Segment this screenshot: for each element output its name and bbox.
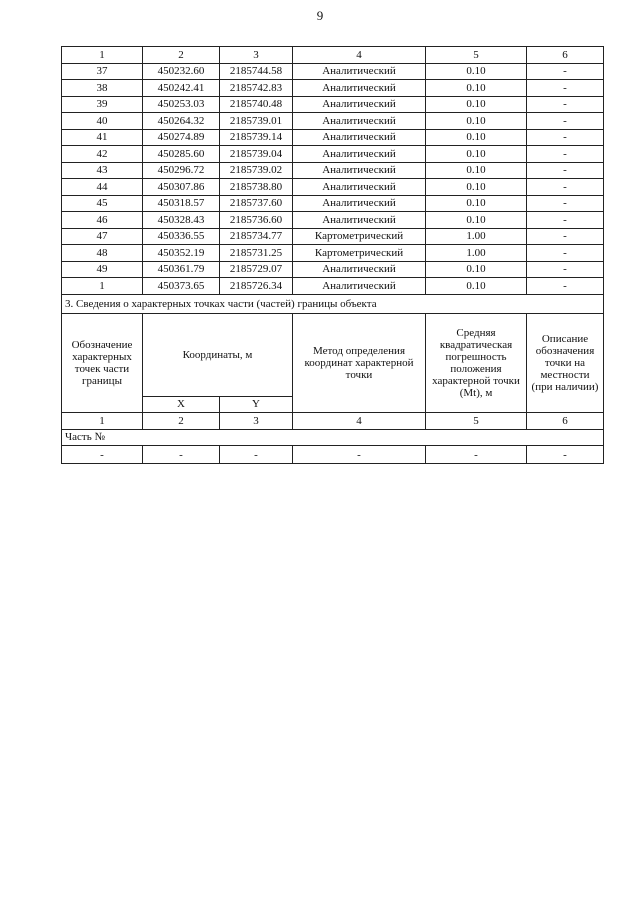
error-cell: 1.00: [426, 245, 527, 262]
point-number-cell: 48: [62, 245, 143, 262]
empty-part-row: [62, 446, 604, 464]
error-cell: 0.10: [426, 129, 527, 146]
x-coordinate-cell: 450318.57: [143, 195, 220, 212]
y-coordinate-cell: 2185726.34: [220, 278, 293, 295]
table-cell: -: [426, 446, 527, 464]
y-coordinate-cell: 2185744.58: [220, 63, 293, 80]
header-description: Описание обозначения точки на местности (при наличии): [527, 313, 604, 413]
error-cell: 0.10: [426, 261, 527, 278]
x-coordinate-cell: 450264.32: [143, 113, 220, 130]
y-coordinate-cell: 2185737.60: [220, 195, 293, 212]
method-cell: Аналитический: [293, 212, 426, 229]
error-cell: 0.10: [426, 80, 527, 97]
col-number: 5: [426, 413, 527, 430]
y-coordinate-cell: 2185739.02: [220, 162, 293, 179]
col-number: 4: [293, 47, 426, 64]
y-coordinate-cell: 2185738.80: [220, 179, 293, 196]
error-cell: 0.10: [426, 96, 527, 113]
description-cell: -: [527, 63, 604, 80]
method-cell: Аналитический: [293, 179, 426, 196]
error-cell: 0.10: [426, 212, 527, 229]
table-row: [62, 179, 604, 196]
method-cell: Картометрический: [293, 228, 426, 245]
x-coordinate-cell: 450336.55: [143, 228, 220, 245]
error-cell: 0.10: [426, 113, 527, 130]
description-cell: -: [527, 96, 604, 113]
description-cell: -: [527, 212, 604, 229]
method-cell: Аналитический: [293, 195, 426, 212]
description-cell: -: [527, 80, 604, 97]
point-number-cell: 41: [62, 129, 143, 146]
method-cell: Аналитический: [293, 96, 426, 113]
header-x: X: [143, 396, 220, 413]
col-number: 2: [143, 47, 220, 64]
point-number-cell: 47: [62, 228, 143, 245]
table-row: [62, 245, 604, 262]
y-coordinate-cell: 2185729.07: [220, 261, 293, 278]
table-cell: -: [143, 446, 220, 464]
x-coordinate-cell: 450285.60: [143, 146, 220, 163]
point-number-cell: 40: [62, 113, 143, 130]
y-coordinate-cell: 2185740.48: [220, 96, 293, 113]
table-row: [62, 146, 604, 163]
table-row: [62, 162, 604, 179]
section-3-title: 3. Сведения о характерных точках части (частей) границы объекта: [62, 294, 604, 313]
method-cell: Картометрический: [293, 245, 426, 262]
point-number-cell: 45: [62, 195, 143, 212]
method-cell: Аналитический: [293, 63, 426, 80]
x-coordinate-cell: 450253.03: [143, 96, 220, 113]
error-cell: 0.10: [426, 179, 527, 196]
part-label: Часть №: [62, 429, 604, 446]
method-cell: Аналитический: [293, 80, 426, 97]
error-cell: 0.10: [426, 63, 527, 80]
point-number-cell: 46: [62, 212, 143, 229]
y-coordinate-cell: 2185736.60: [220, 212, 293, 229]
y-coordinate-cell: 2185739.01: [220, 113, 293, 130]
description-cell: -: [527, 113, 604, 130]
x-coordinate-cell: 450242.41: [143, 80, 220, 97]
column-number-row: [62, 47, 604, 64]
col-number: 2: [143, 413, 220, 430]
table-row: [62, 261, 604, 278]
point-number-cell: 37: [62, 63, 143, 80]
table-row: [62, 195, 604, 212]
y-coordinate-cell: 2185731.25: [220, 245, 293, 262]
point-number-cell: 39: [62, 96, 143, 113]
x-coordinate-cell: 450373.65: [143, 278, 220, 295]
description-cell: -: [527, 195, 604, 212]
error-cell: 0.10: [426, 146, 527, 163]
table-row: [62, 228, 604, 245]
description-cell: -: [527, 228, 604, 245]
header-designation: Обозначение характерных точек части границы: [62, 313, 143, 413]
description-cell: -: [527, 261, 604, 278]
col-number: 3: [220, 47, 293, 64]
table-cell: -: [220, 446, 293, 464]
method-cell: Аналитический: [293, 113, 426, 130]
header-coordinates: Координаты, м: [143, 313, 293, 396]
y-coordinate-cell: 2185739.04: [220, 146, 293, 163]
description-cell: -: [527, 162, 604, 179]
description-cell: -: [527, 179, 604, 196]
col-number: 3: [220, 413, 293, 430]
error-cell: 0.10: [426, 162, 527, 179]
x-coordinate-cell: 450352.19: [143, 245, 220, 262]
description-cell: -: [527, 129, 604, 146]
x-coordinate-cell: 450307.86: [143, 179, 220, 196]
table-row: [62, 63, 604, 80]
method-cell: Аналитический: [293, 162, 426, 179]
table-cell: -: [62, 446, 143, 464]
error-cell: 1.00: [426, 228, 527, 245]
table-row: [62, 96, 604, 113]
point-number-cell: 42: [62, 146, 143, 163]
error-cell: 0.10: [426, 278, 527, 295]
y-coordinate-cell: 2185739.14: [220, 129, 293, 146]
table-row: [62, 129, 604, 146]
col-number: 6: [527, 413, 604, 430]
y-coordinate-cell: 2185742.83: [220, 80, 293, 97]
col-number: 4: [293, 413, 426, 430]
method-cell: Аналитический: [293, 129, 426, 146]
table-row: [62, 212, 604, 229]
section-3-header-row: [62, 313, 604, 396]
header-method: Метод определения координат характерной точки: [293, 313, 426, 413]
header-y: Y: [220, 396, 293, 413]
table-cell: -: [293, 446, 426, 464]
table-row: [62, 80, 604, 97]
header-error: Средняя квадратическая погрешность положения характерной точки (Mt), м: [426, 313, 527, 413]
col-number: 6: [527, 47, 604, 64]
col-number: 1: [62, 413, 143, 430]
error-cell: 0.10: [426, 195, 527, 212]
table-row: [62, 113, 604, 130]
coordinates-table: [61, 46, 604, 464]
x-coordinate-cell: 450296.72: [143, 162, 220, 179]
x-coordinate-cell: 450361.79: [143, 261, 220, 278]
point-number-cell: 43: [62, 162, 143, 179]
point-number-cell: 44: [62, 179, 143, 196]
part-label-row: [62, 429, 604, 446]
section-3-title-row: [62, 294, 604, 313]
point-number-cell: 49: [62, 261, 143, 278]
x-coordinate-cell: 450232.60: [143, 63, 220, 80]
col-number: 1: [62, 47, 143, 64]
x-coordinate-cell: 450328.43: [143, 212, 220, 229]
point-number-cell: 38: [62, 80, 143, 97]
section-3-column-number-row: [62, 413, 604, 430]
method-cell: Аналитический: [293, 146, 426, 163]
description-cell: -: [527, 146, 604, 163]
method-cell: Аналитический: [293, 261, 426, 278]
table-row: [62, 278, 604, 295]
y-coordinate-cell: 2185734.77: [220, 228, 293, 245]
description-cell: -: [527, 278, 604, 295]
description-cell: -: [527, 245, 604, 262]
col-number: 5: [426, 47, 527, 64]
page-number: 9: [316, 8, 324, 23]
table-cell: -: [527, 446, 604, 464]
method-cell: Аналитический: [293, 278, 426, 295]
point-number-cell: 1: [62, 278, 143, 295]
x-coordinate-cell: 450274.89: [143, 129, 220, 146]
